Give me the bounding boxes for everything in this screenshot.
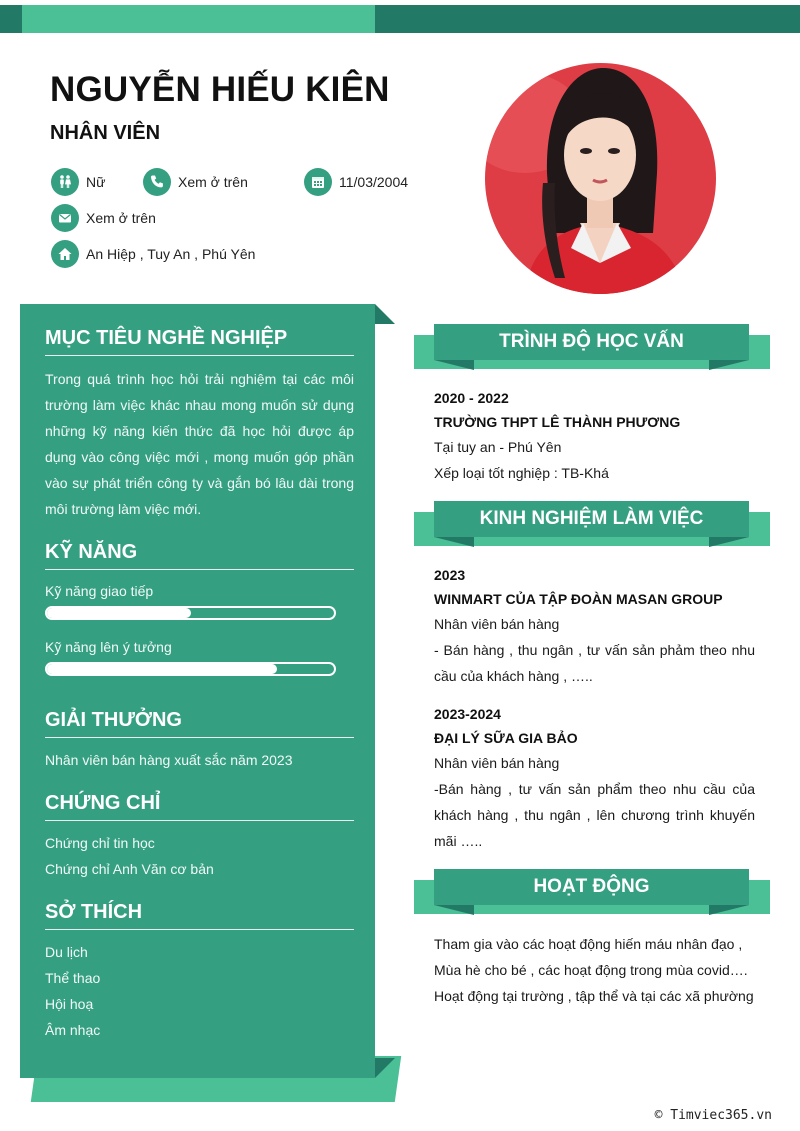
certificates-title: CHỨNG CHỈ <box>45 792 161 814</box>
email-info <box>51 204 156 232</box>
hobbies-divider <box>45 929 354 930</box>
skill-bar <box>45 662 336 676</box>
ribbon-fold <box>709 905 749 915</box>
activity-line: Mùa hè cho bé , các hoạt động trong mùa covid…. <box>434 962 748 978</box>
job-company: WINMART CỦA TẬP ĐOÀN MASAN GROUP <box>434 591 723 607</box>
experience-title: KINH NGHIỆM LÀM VIỆC <box>434 501 749 537</box>
top-bar-accent <box>22 5 375 33</box>
hobby-item: Du lịch <box>45 944 88 960</box>
job-time: 2023-2024 <box>434 706 501 722</box>
job-time: 2023 <box>434 567 466 583</box>
ribbon-fold <box>434 537 474 547</box>
top-bar-left <box>0 5 22 33</box>
top-bar-right <box>375 5 800 33</box>
education-time: 2020 - 2022 <box>434 390 509 406</box>
panel-fold-bottom <box>375 1058 395 1078</box>
address-value: An Hiệp , Tuy An , Phú Yên <box>86 246 256 262</box>
skills-title: KỸ NĂNG <box>45 541 138 563</box>
panel-fold-top <box>375 304 395 324</box>
job-description: -Bán hàng , tư vấn sản phẩm theo nhu cầu của khách hàng , thu ngân , lên chương trình khuyến mãi ….. <box>434 781 755 849</box>
activity-line: Hoạt động tại trường , tập thể và tại các xã phường <box>434 988 754 1004</box>
certificate-item: Chứng chỉ tin học <box>45 835 155 851</box>
email-value: Xem ở trên <box>86 210 156 226</box>
awards-divider <box>45 737 354 738</box>
ribbon-fold <box>434 905 474 915</box>
skill-label: Kỹ năng lên ý tưởng <box>45 639 172 655</box>
email-icon <box>51 204 79 232</box>
skill-bar <box>45 606 336 620</box>
profile-photo <box>485 63 716 294</box>
activities-title: HOẠT ĐỘNG <box>434 869 749 905</box>
calendar-icon <box>304 168 332 196</box>
address-info <box>51 240 255 268</box>
gender-icon <box>51 168 79 196</box>
activity-line: Tham gia vào các hoạt động hiến máu nhân đạo , <box>434 936 743 952</box>
birthday-value: 11/03/2004 <box>339 174 409 190</box>
objective-divider <box>45 355 354 356</box>
footer-credit: © Timviec365.vn <box>654 1108 772 1123</box>
phone-info <box>143 168 248 196</box>
gender-value: Nữ <box>86 174 106 190</box>
awards-title: GIẢI THƯỞNG <box>45 709 182 731</box>
job-description: - Bán hàng , thu ngân , tư vấn sản phảm theo nhu cầu của khách hàng , ….. <box>434 642 755 684</box>
ribbon-fold <box>709 360 749 370</box>
objective-text: Trong quá trình học hỏi trải nghiệm tại các môi trường làm việc khác nhau mong muốn sử dụng những kỹ năng kiến thức đã học hỏi được áp dụng vào công việc mới , mong muốn góp phần vào sự phát triển công ty và gắn bó lâu dài trong môi trường làm việc mới. <box>45 371 354 517</box>
skills-divider <box>45 569 354 570</box>
phone-value: Xem ở trên <box>178 174 248 190</box>
skill-label: Kỹ năng giao tiếp <box>45 583 154 599</box>
education-school: TRƯỜNG THPT LÊ THÀNH PHƯƠNG <box>434 414 681 430</box>
education-location: Tại tuy an - Phú Yên <box>434 439 562 455</box>
gender-info <box>51 168 105 196</box>
hobby-item: Hội hoạ <box>45 996 94 1012</box>
skill-bar-fill <box>47 608 191 618</box>
job-company: ĐẠI LÝ SỮA GIA BẢO <box>434 730 578 746</box>
job-role: Nhân viên bán hàng <box>434 616 560 632</box>
education-title: TRÌNH ĐỘ HỌC VẤN <box>434 324 749 360</box>
candidate-position: NHÂN VIÊN <box>50 122 161 144</box>
ribbon-fold <box>709 537 749 547</box>
ribbon-fold <box>434 360 474 370</box>
birthday-info <box>304 168 408 196</box>
hobby-item: Thể thao <box>45 970 101 986</box>
home-icon <box>51 240 79 268</box>
job-role: Nhân viên bán hàng <box>434 755 560 771</box>
hobbies-title: SỞ THÍCH <box>45 901 143 923</box>
certificates-divider <box>45 820 354 821</box>
hobby-item: Âm nhạc <box>45 1022 101 1038</box>
phone-icon <box>143 168 171 196</box>
education-grade: Xếp loại tốt nghiệp : TB-Khá <box>434 465 609 481</box>
skill-bar-fill <box>47 664 277 674</box>
candidate-name: NGUYỄN HIẾU KIÊN <box>50 70 390 109</box>
objective-title: MỤC TIÊU NGHỀ NGHIỆP <box>45 327 288 349</box>
award-item: Nhân viên bán hàng xuất sắc năm 2023 <box>45 752 293 768</box>
certificate-item: Chứng chỉ Anh Văn cơ bản <box>45 861 214 877</box>
